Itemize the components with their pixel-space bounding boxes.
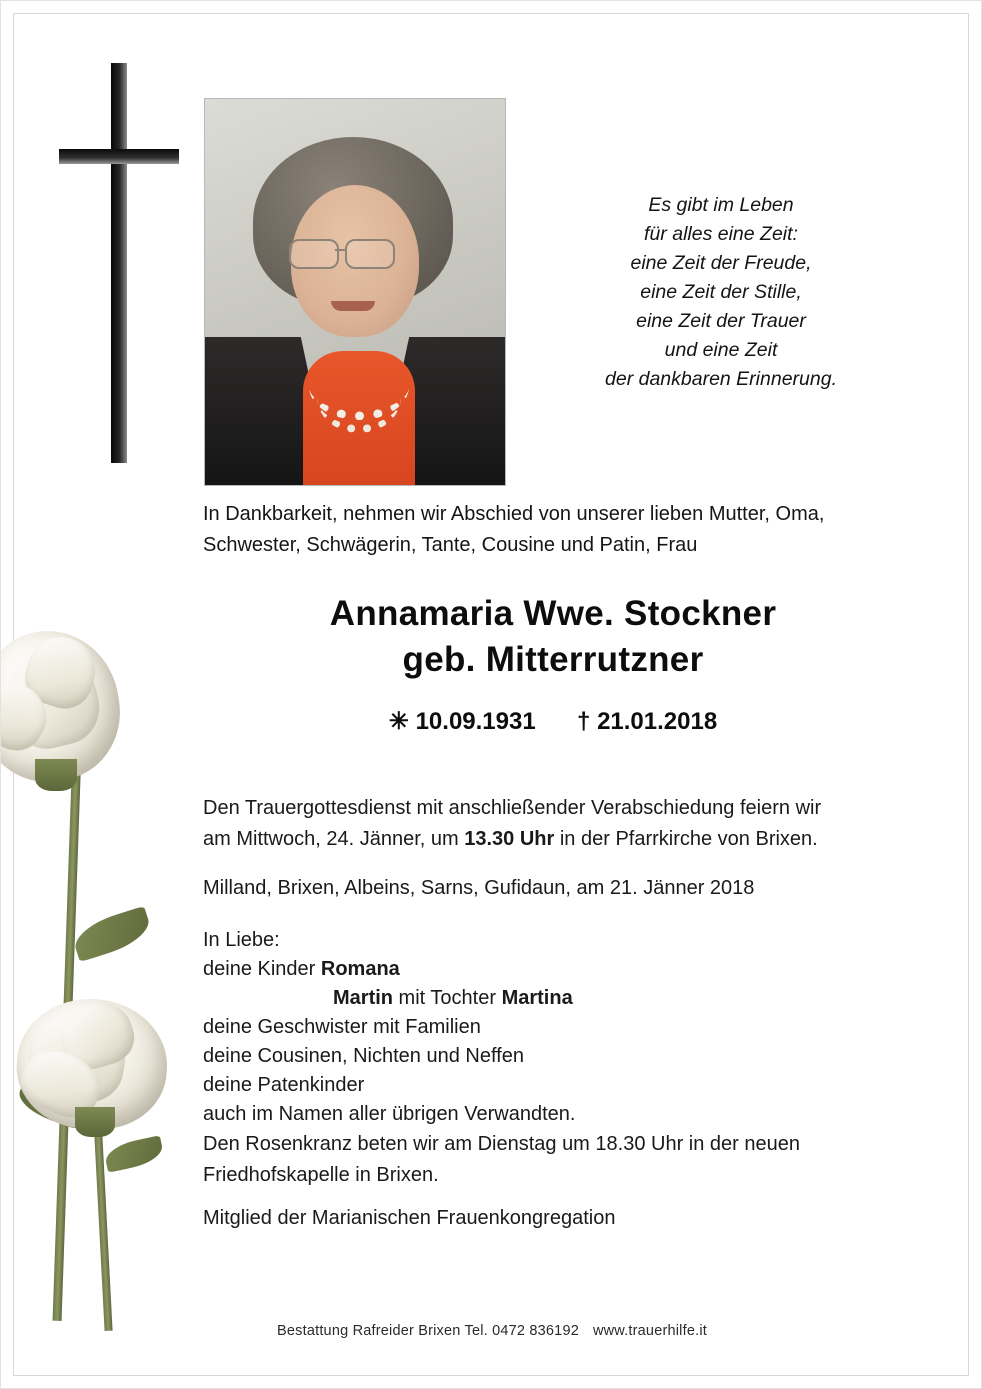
family-heading: In Liebe:	[203, 929, 280, 951]
rose-petal-bottom-1	[22, 1007, 131, 1108]
rosary-info	[203, 1129, 903, 1191]
rose-petal-bottom-2	[54, 994, 141, 1075]
poem-line-3: eine Zeit der Freude,	[630, 252, 812, 274]
cross-icon	[59, 63, 179, 463]
service-line-2-suffix: in der Pfarrkirche von Brixen.	[554, 828, 818, 850]
poem-line-4: eine Zeit der Stille,	[640, 281, 802, 303]
death-date: † 21.01.2018	[577, 708, 718, 735]
rose-petal-top-2	[18, 628, 104, 716]
rose-leaf-3	[103, 1135, 165, 1172]
cross-horizontal-bar	[59, 149, 179, 164]
rose-sepal-bottom	[75, 1107, 115, 1137]
service-line-2-prefix: am Mittwoch, 24. Jänner, um	[203, 828, 465, 850]
rose-bloom-bottom	[13, 994, 172, 1134]
poem-line-1: Es gibt im Leben	[648, 194, 794, 216]
deceased-name-line-1: Annamaria Wwe. Stockner	[329, 594, 777, 633]
portrait-photo	[204, 98, 506, 486]
poem-line-5: eine Zeit der Trauer	[636, 310, 806, 332]
rose-petal-top-1	[0, 642, 107, 757]
rose-petal-top-3	[0, 669, 59, 760]
poem-line-6: und eine Zeit	[664, 339, 778, 361]
deceased-name-line-2: geb. Mitterrutzner	[402, 640, 704, 679]
birth-date: ✳ 10.09.1931	[388, 708, 536, 735]
service-line-1: Den Trauergottesdienst mit anschließender Verabschiedung feiern wir	[203, 797, 822, 819]
rosary-line-2: Friedhofskapelle in Brixen.	[203, 1164, 439, 1186]
portrait-mouth	[331, 301, 375, 311]
rose-leaf-2	[14, 1081, 86, 1130]
grandchild-name-martina: Martina	[501, 987, 573, 1009]
family-siblings: deine Geschwister mit Familien	[203, 1016, 481, 1038]
portrait-pearl-necklace-inner	[317, 361, 401, 433]
rose-petal-bottom-3	[12, 1039, 109, 1126]
service-line-2	[203, 824, 893, 855]
family-godchildren: deine Patenkinder	[203, 1074, 365, 1096]
rose-sepal-top	[35, 759, 77, 791]
portrait-glasses-right	[345, 239, 395, 269]
family-children-line-2	[203, 984, 903, 1013]
portrait-glasses-bridge	[335, 249, 347, 251]
memorial-poem	[541, 191, 901, 394]
places-and-date: Milland, Brixen, Albeins, Sarns, Gufidaun, am 21. Jänner 2018	[203, 877, 755, 899]
family-cousins: deine Cousinen, Nichten und Neffen	[203, 1045, 524, 1067]
cross-vertical-bar	[111, 63, 127, 463]
poem-line-2: für alles eine Zeit:	[644, 223, 798, 245]
intro-text	[203, 499, 903, 561]
rose-decoration	[1, 621, 231, 1321]
intro-line-2: Schwester, Schwägerin, Tante, Cousine und Patin, Frau	[203, 534, 698, 556]
footer-website-link[interactable]: www.trauerhilfe.it	[592, 1323, 707, 1339]
portrait-glasses-left	[289, 239, 339, 269]
child-name-romana: Romana	[320, 958, 400, 980]
family-signatures	[203, 926, 903, 1129]
children-prefix: deine Kinder	[203, 958, 321, 980]
rose-bloom-top	[0, 622, 129, 790]
family-relatives: auch im Namen aller übrigen Verwandten.	[203, 1103, 576, 1125]
child-name-martin: Martin	[333, 987, 393, 1009]
membership-note: Mitglied der Marianischen Frauenkongregation	[203, 1207, 616, 1229]
rose-leaf-1	[70, 906, 155, 962]
footer	[1, 1323, 982, 1339]
deceased-dates	[203, 707, 903, 736]
funeral-service-info	[203, 793, 893, 855]
rose-stem-2	[89, 1041, 112, 1331]
grandchild-prefix: mit Tochter	[393, 987, 502, 1009]
service-time: 13.30 Uhr	[464, 828, 555, 850]
rose-stem-1	[53, 721, 83, 1321]
rosary-line-1: Den Rosenkranz beten wir am Dienstag um 18.30 Uhr in der neuen	[203, 1133, 800, 1155]
footer-undertaker: Bestattung Rafreider Brixen Tel. 0472 836192	[277, 1323, 579, 1339]
poem-line-7: der dankbaren Erinnerung.	[605, 368, 837, 390]
deceased-name	[203, 591, 903, 683]
family-children-line-1	[203, 955, 903, 984]
intro-line-1: In Dankbarkeit, nehmen wir Abschied von unserer lieben Mutter, Oma,	[203, 503, 825, 525]
